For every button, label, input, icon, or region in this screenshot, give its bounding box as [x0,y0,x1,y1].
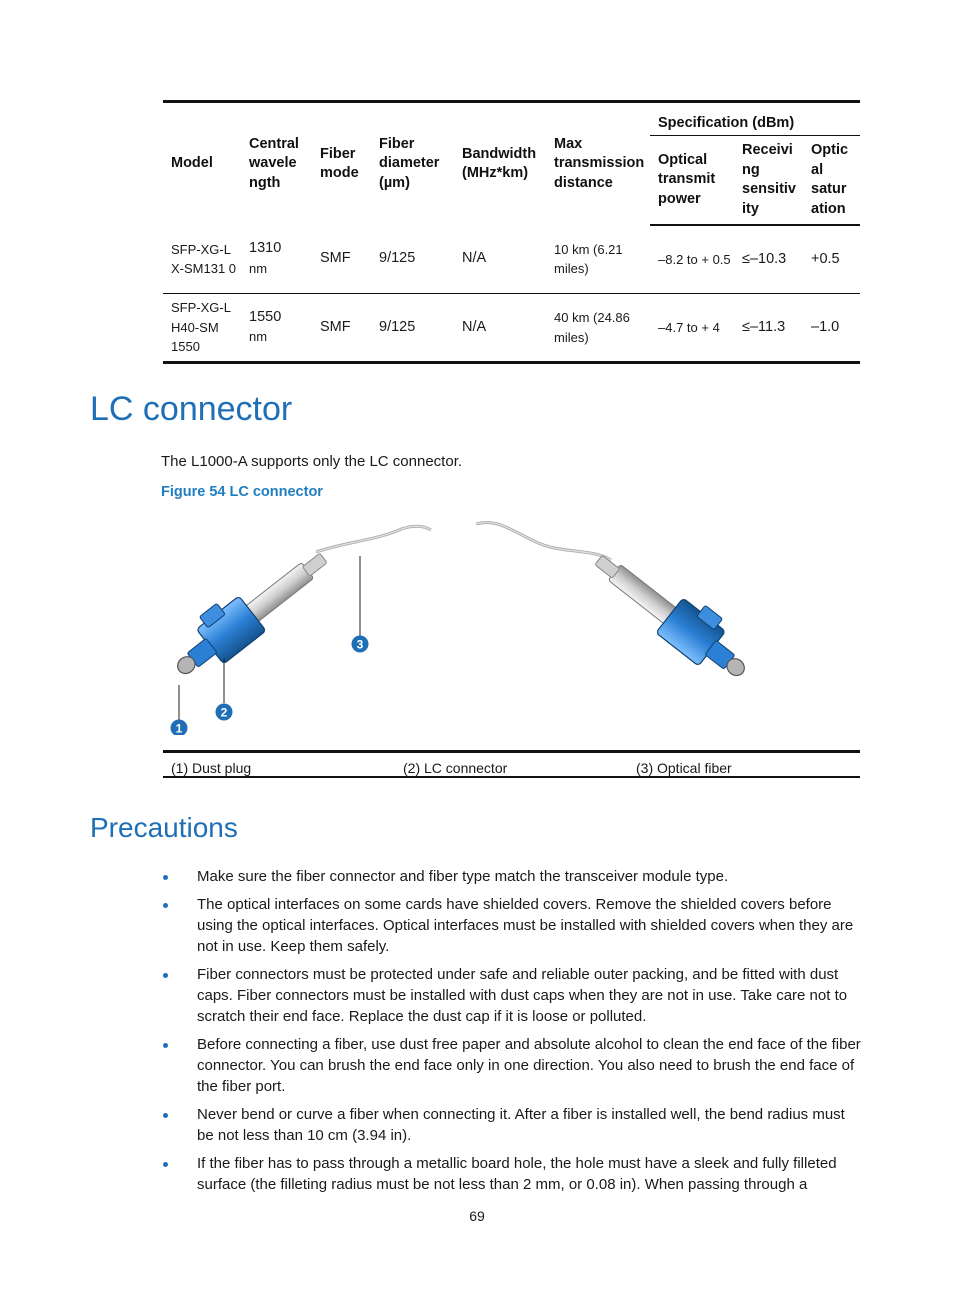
cell-model: SFP-XG-L H40-SM 1550 [163,294,241,363]
cell-rx-sensitivity: ≤–11.3 [734,294,803,363]
cell-wavelength-unit: nm [249,260,268,276]
col-header-saturation: Optic al satur ation [803,136,860,226]
col-header-rx-sensitivity: Receivi ng sensitiv ity [734,136,803,226]
page-number: 69 [469,1208,485,1224]
cell-wavelength: 1550 nm [241,294,312,363]
cell-tx-power: –8.2 to + 0.5 [650,225,734,294]
svg-text:2: 2 [220,705,228,720]
cell-tx-power: –4.7 to + 4 [650,294,734,363]
table-row [163,294,860,363]
left-connector [161,526,431,688]
list-item: If the fiber has to pass through a metallic board hole, the hole must have a sleek and fully filleted surface (the filleting radius must be not less than 2 mm, or 0.08 in). When passing through a [161,1153,865,1195]
table-row [163,225,860,294]
cell-distance: 40 km (24.86 miles) [546,294,650,363]
callout-2 [216,704,233,721]
cell-diameter: 9/125 [371,294,454,363]
figure-legend [163,750,860,778]
transceiver-spec-table [163,100,860,364]
cell-model: SFP-XG-L X-SM131 0 [163,225,241,294]
col-header-bandwidth: Bandwidth (MHz*km) [454,102,546,226]
col-header-fiber-mode: Fiber mode [312,102,371,226]
cell-fiber-mode: SMF [312,225,371,294]
list-item: Fiber connectors must be protected under safe and reliable outer packing, and be fitted with dust caps. Fiber connectors must be installed with dust caps when they are not in use. Take care not to scratch their end face. Replace the dust cap if it is loose or polluted. [161,964,865,1027]
list-item: Before connecting a fiber, use dust free paper and absolute alcohol to clean the end face of the fiber connector. You can brush the end face only in one direction. You also need to brush the end face of the fiber port. [161,1034,865,1097]
col-header-fiber-diameter: Fiber diameter (µm) [371,102,454,226]
cell-fiber-mode: SMF [312,294,371,363]
section-title-lc-connector: LC connector [90,390,293,428]
right-connector [476,522,761,690]
svg-text:3: 3 [356,637,364,652]
svg-text:1: 1 [175,721,183,735]
list-item: Never bend or curve a fiber when connecting it. After a fiber is installed well, the bend radius must be not less than 10 cm (3.94 in). [161,1104,865,1146]
cell-bandwidth: N/A [454,294,546,363]
lc-connector-illustration [161,510,771,735]
col-header-central-wavelength: Central wavele ngth [241,102,312,226]
cell-wavelength-unit: nm [249,329,268,344]
cell-bandwidth: N/A [454,225,546,294]
callout-1 [171,720,188,736]
intro-text: The L1000-A supports only the LC connector. [161,453,463,470]
legend-optical-fiber: (3) Optical fiber [636,760,732,776]
list-item: The optical interfaces on some cards have shielded covers. Remove the shielded covers before using the optical interfaces. Optical interfaces must be installed with shielded covers when they are not in use. Keep them safely. [161,894,865,957]
precautions-list [161,866,865,1202]
cell-saturation: –1.0 [803,294,860,363]
callout-3 [352,636,369,653]
col-header-tx-power: Optical transmit power [650,136,734,226]
col-header-max-distance: Max transmission distance [546,102,650,226]
legend-dust-plug: (1) Dust plug [171,760,252,776]
cell-wavelength: 1310 nm [241,225,312,294]
section-title-precautions: Precautions [90,812,238,843]
cell-distance: 10 km (6.21 miles) [546,225,650,294]
legend-lc-connector: (2) LC connector [403,760,508,776]
cell-saturation: +0.5 [803,225,860,294]
cell-rx-sensitivity: ≤–10.3 [734,225,803,294]
col-header-spec-group: Specification (dBm) [650,102,860,136]
cell-diameter: 9/125 [371,225,454,294]
figure-caption: Figure 54 LC connector [161,484,323,500]
list-item: Make sure the fiber connector and fiber type match the transceiver module type. [161,866,865,887]
col-header-model: Model [163,102,241,226]
